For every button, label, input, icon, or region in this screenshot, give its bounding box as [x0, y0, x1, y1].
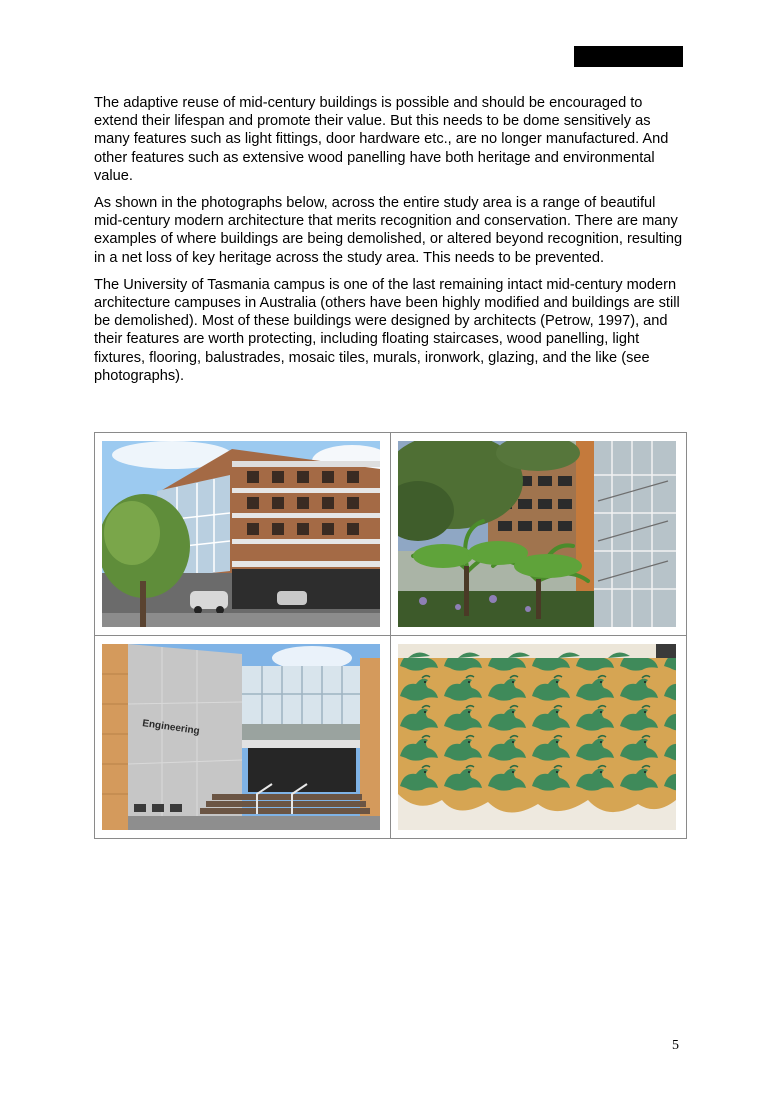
stairwell-ferns-photo — [398, 441, 676, 627]
photo-grid — [94, 432, 687, 839]
paragraph-1: The adaptive reuse of mid-century buildings is possible and should be encouraged to extend their lifespan and promote their value. But this needs to be dome sensitively as many features such as light fittings, door hardware etc., are no longer manufactured. And other features such as extensive wood panelling have both heritage and environmental value. — [94, 95, 669, 184]
paragraph-2: As shown in the photographs below, across the entire study area is a range of beautiful mid-century modern architecture that merits recognition and conservation. There are many examples of where buildings are being demolished, or altered beyond recognition, resulting in a net loss of key heritage across the study area. This needs to be prevented. — [94, 195, 683, 266]
mosaic-tiles-photo — [398, 644, 676, 830]
apartment-building-photo — [102, 441, 380, 627]
page-number: 5 — [672, 1038, 679, 1053]
photo-cell — [391, 636, 687, 839]
photo-cell — [95, 636, 391, 839]
body-text — [94, 94, 686, 394]
engineering-sign-text: Engineering — [141, 718, 201, 738]
redaction-bar — [574, 46, 683, 67]
photo-cell — [391, 433, 687, 636]
engineering-building-photo — [102, 644, 380, 830]
photo-cell — [95, 433, 391, 636]
paragraph-3: The University of Tasmania campus is one of the last remaining intact mid-century modern architecture campuses in Australia (others have been highly modified and buildings are still be demolished). Most of these buildings were designed by architects (Petrow, 1997), and their features are worth protecting, including floating staircases, wood panelling, light fixtures, flooring, balustrades, mosaic tiles, murals, ironwork, glazing, and the like (see photographs). — [94, 276, 680, 384]
